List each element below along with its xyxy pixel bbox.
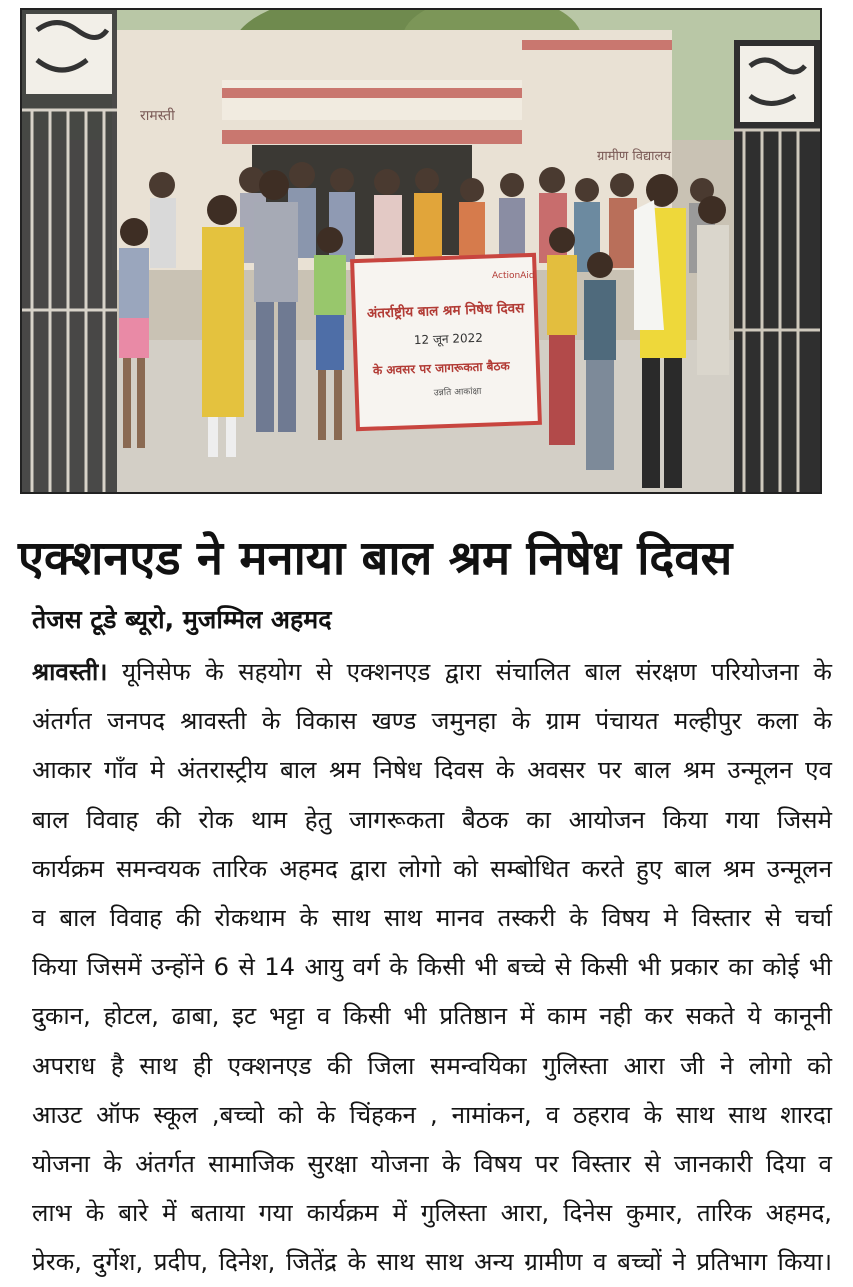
article-line: अंतर्गत जनपद श्रावस्ती के विकास खण्ड जमुनहा के ग्राम पंचायत मल्हीपुर कला के — [32, 707, 832, 736]
article-line: बाल विवाह की रोक थाम हेतु जागरूकता बैठक का आयोजन किया गया जिसमे — [32, 805, 832, 834]
article-dateline: श्रावस्ती। — [32, 658, 108, 686]
article-line: व बाल विवाह की रोकथाम के साथ साथ मानव तस्करी के विषय मे विस्तार से चर्चा — [32, 903, 832, 932]
news-photo — [20, 8, 822, 494]
article-line: आउट ऑफ स्कूल ,बच्चो को के चिंहकन , नामांकन, व ठहराव के साथ साथ शारदा — [32, 1100, 832, 1129]
article-line: आकार गाँव मे अंतरास्ट्रीय बाल श्रम निषेध दिवस के अवसर पर बाल श्रम उन्मूलन एव — [32, 756, 832, 785]
article-line: लाभ के बारे में बताया गया कार्यक्रम में गुलिस्ता आरा, दिनेस कुमार, तारिक अहमद, — [32, 1199, 832, 1228]
wall-sign-right: ग्रामीण विद्यालय — [597, 149, 671, 164]
article-line: योजना के अंतर्गत सामाजिक सुरक्षा योजना के विषय पर विस्तार से जानकारी दिया व — [32, 1149, 832, 1178]
group-photo-illustration — [22, 10, 820, 492]
article-line: प्रेरक, दुर्गेश, प्रदीप, दिनेश, जितेंद्र के साथ साथ अन्य ग्रामीण व बच्चों ने प्रतिभाग किया। — [32, 1248, 832, 1277]
banner-line1: अंतर्राष्ट्रीय बाल श्रम निषेध दिवस — [366, 300, 525, 322]
article-line — [32, 648, 832, 697]
banner-line3: के अवसर पर जागरूकता बैठक — [372, 358, 510, 378]
awareness-banner — [352, 255, 540, 429]
article-line: कार्यक्रम समन्वयक तारिक अहमद द्वारा लोगो को सम्बोधित करते हुए बाल श्रम उन्मूलन — [32, 854, 832, 883]
article-body — [32, 648, 832, 1287]
banner-top: ActionAid — [492, 271, 535, 281]
banner-line4: उन्नति आकांक्षा — [433, 386, 482, 399]
banner-line2: 12 जून 2022 — [413, 330, 484, 348]
article-headline: एक्शनएड ने मनाया बाल श्रम निषेध दिवस — [18, 531, 733, 586]
article-line: किया जिसमें उन्होंने 6 से 14 आयु वर्ग के किसी भी बच्चे से किसी भी प्रकार का कोई भी — [32, 953, 832, 982]
article-byline: तेजस टूडे ब्यूरो, मुजम्मिल अहमद — [32, 605, 332, 634]
right-gate — [734, 40, 820, 492]
wall-sign-left: रामस्ती — [140, 108, 175, 124]
article-line: अपराध है साथ ही एक्शनएड की जिला समन्वयिका गुलिस्ता आरा जी ने लोगो को — [32, 1051, 832, 1080]
article-line-text: यूनिसेफ के सहयोग से एक्शनएड द्वारा संचालित बाल संरक्षण परियोजना के — [121, 658, 832, 686]
left-gate — [22, 10, 117, 492]
article-line: दुकान, होटल, ढाबा, इट भट्टा व किसी भी प्रतिष्ठान में काम नही कर सकते ये कानूनी — [32, 1002, 832, 1031]
